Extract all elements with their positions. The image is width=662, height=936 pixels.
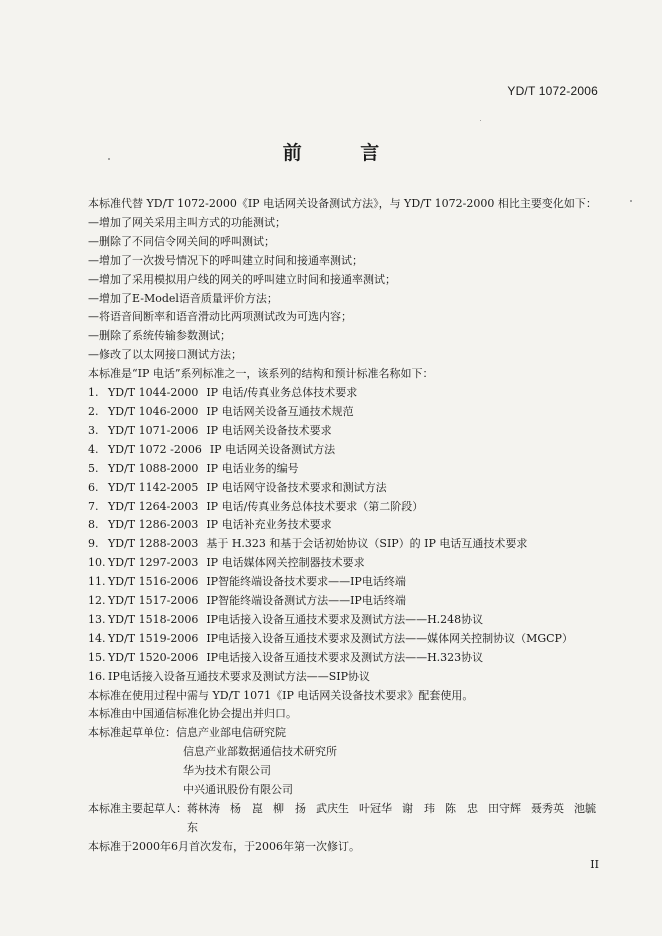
change-item: —增加了网关采用主叫方式的功能测试； [88,215,286,229]
drafters-label: 本标准主要起草人： [88,802,187,815]
drafting-units-label: 本标准起草单位：信息产业部电信研究院 [88,726,286,740]
standard-item: 6. YD/T 1142-2005 IP 电话网守设备技术要求和测试方法 [88,480,387,494]
standard-item: 12. YD/T 1517-2006 IP智能终端设备测试方法——IP电话终端 [88,594,406,608]
standards-list [88,384,608,687]
page-title: 前 言 [282,142,406,164]
standard-item: 13. YD/T 1518-2006 IP电话接入设备互通技术要求及测试方法——H.248协议 [88,612,484,626]
drafters-names: 蒋林涛 杨 崑 柳 扬 武庆生 叶冠华 谢 玮 陈 忠 田守辉 聂秀英 池毓东 [187,802,596,834]
series-intro: 本标准是“IP 电话”系列标准之一，该系列的结构和预计标准名称如下： [88,367,434,381]
standard-item: 1. YD/T 1044-2000 IP 电话/传真业务总体技术要求 [88,386,358,400]
replacement-statement: 本标准代替 YD/T 1072-2000《IP 电话网关设备测试方法》，与 YD/T 1072-2000 相比主要变化如下： [88,197,597,210]
standard-item: 8. YD/T 1286-2003 IP 电话补充业务技术要求 [88,518,332,532]
change-item: —修改了以太网接口测试方法； [88,348,242,362]
scan-speck [630,200,632,202]
standard-code-header: YD/T 1072-2006 [507,84,598,98]
standard-item: 7. YD/T 1264-2003 IP 电话/传真业务总体技术要求（第二阶段） [88,499,424,513]
standard-item: 3. YD/T 1071-2006 IP 电话网关设备技术要求 [88,423,332,437]
usage-note: 本标准在使用过程中需与 YD/T 1071《IP 电话网关设备技术要求》配套使用。 [88,688,474,702]
drafting-units-list [88,743,608,800]
drafters-block [88,800,608,838]
standard-item: 4. YD/T 1072 -2006 IP 电话网关设备测试方法 [88,442,336,456]
page-number: II [590,858,599,871]
standard-item: 11. YD/T 1516-2006 IP智能终端设备技术要求——IP电话终端 [88,575,406,589]
standard-item: 15. YD/T 1520-2006 IP电话接入设备互通技术要求及测试方法——H.323协议 [88,650,484,664]
drafting-unit: 华为技术有限公司 [183,764,271,778]
drafting-unit: 中兴通讯股份有限公司 [183,783,293,797]
scan-speck [108,158,110,160]
change-item: —删除了不同信令网关间的呼叫测试； [88,234,275,248]
change-list [88,214,608,365]
change-item: —删除了系统传输参数测试； [88,329,231,343]
standard-item: 2. YD/T 1046-2000 IP 电话网关设备互通技术规范 [88,404,354,418]
standard-item: 9. YD/T 1288-2003 基于 H.323 和基于会话初始协议（SIP）的 IP 电话互通技术要求 [88,537,528,551]
scan-speck [480,120,481,121]
change-item: —增加了一次拨号情况下的呼叫建立时间和接通率测试； [88,253,363,267]
change-item: —增加了采用模拟用户线的网关的呼叫建立时间和接通率测试； [88,272,396,286]
standard-item: 5. YD/T 1088-2000 IP 电话业务的编号 [88,461,299,475]
foreword-body [88,195,608,857]
standard-item: 14. YD/T 1519-2006 IP电话接入设备互通技术要求及测试方法——媒体网关控制协议（MGCP） [88,631,573,645]
standard-item: 16. IP电话接入设备互通技术要求及测试方法——SIP协议 [88,669,371,683]
proposer-statement: 本标准由中国通信标准化协会提出并归口。 [88,707,297,721]
drafting-unit: 信息产业部数据通信技术研究所 [183,745,337,759]
change-item: —增加了E-Model语音质量评价方法； [88,291,278,305]
standard-item: 10. YD/T 1297-2003 IP 电话媒体网关控制器技术要求 [88,556,365,570]
release-statement: 本标准于2000年6月首次发布，于2006年第一次修订。 [88,839,360,853]
change-item: —将语音间断率和语音滑动比两项测试改为可选内容； [88,310,352,324]
